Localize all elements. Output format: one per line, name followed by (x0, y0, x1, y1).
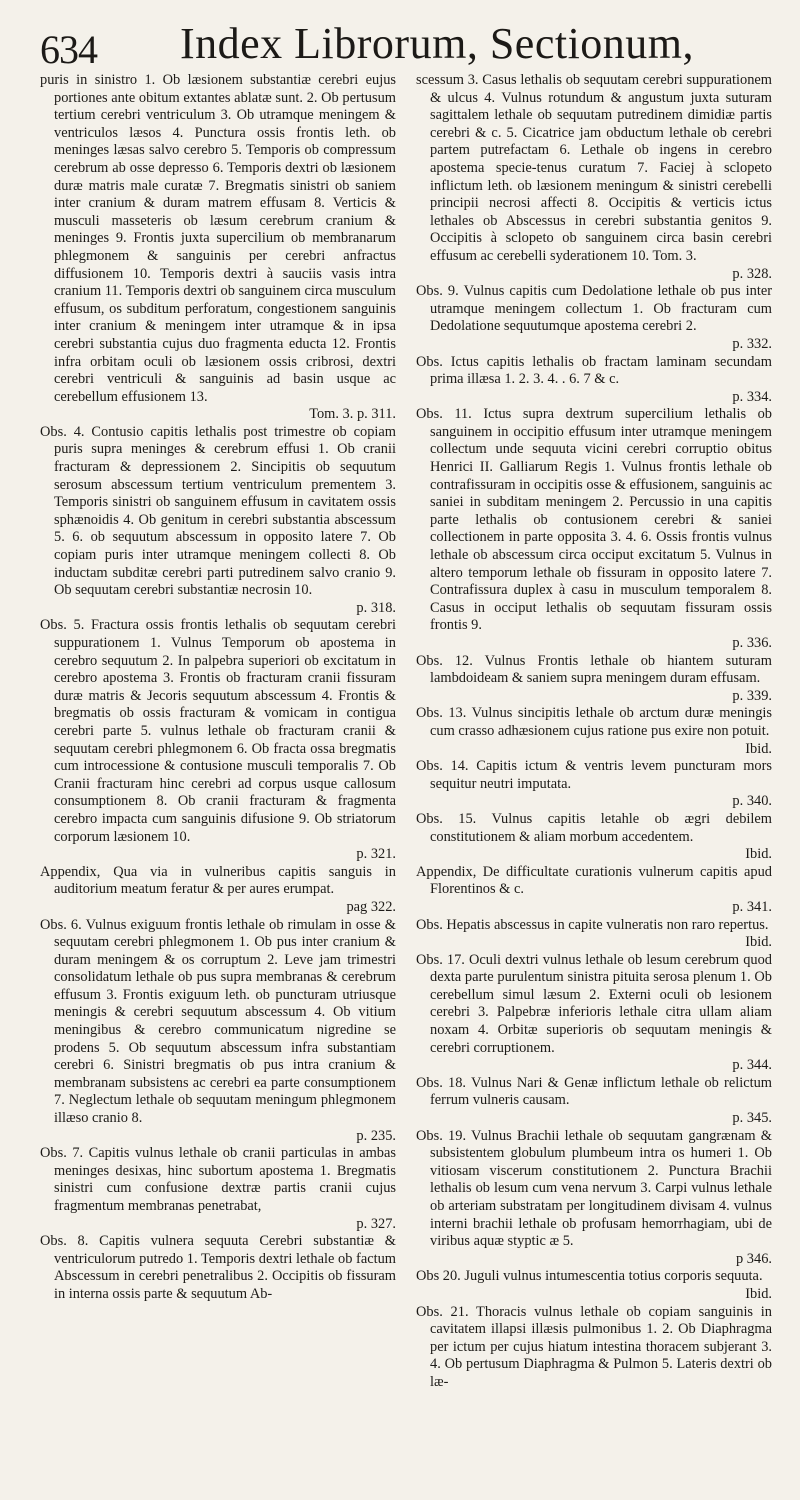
entry-text: Obs. 6. Vulnus exiguum frontis lethale ob rimulam in osse & sequutam cerebri phlegmonem 1. Ob pus inter cranium & duram meningem & os corruptum 2. Leve jam trimestri consolidatum lethale ob pus supra membranas & cerebrum effusum 3. Frontis exiguum leth. ob puncturam utriusque meningis & cerebri sequutum abscessum 4. Ob vitium meningibus & cerebro communicatum nigredine se prodens 5. Ob sequutum abscessum infra substantiam cerebri 6. Sinistri bregmatis ob pus intra cranium & membranam subsistens ac cerebri ea parte consumptionem 7. Neglectum lethale ob sequutam meningum phlegmonem illæso cranio 8. (40, 916, 396, 1127)
entry-page-reference: p. 345. (732, 1110, 772, 1127)
index-entry (416, 758, 772, 811)
entry-page-reference: p. 327. (356, 1215, 396, 1232)
entry-page-reference: Tom. 3. p. 311. (309, 406, 396, 423)
index-entry (416, 283, 772, 353)
entry-text: Obs 20. Juguli vulnus intumescentia totius corporis sequuta. (416, 1268, 763, 1285)
page-number: 634 (40, 27, 97, 72)
text-columns (40, 72, 772, 1480)
entry-text: Obs. 15. Vulnus capitis letahle ob ægri debilem constitutionem & aliam morbum accedentem. (416, 810, 772, 845)
entry-page-reference: p. 340. (732, 793, 772, 810)
right-column (416, 72, 772, 1480)
entry-page-reference: p. 341. (732, 898, 772, 915)
entry-text: Obs. 14. Capitis ictum & ventris levem puncturam mors sequitur neutri imputata. (416, 758, 772, 792)
index-entry (40, 864, 396, 917)
index-entry (416, 705, 772, 758)
entry-text: Obs. 7. Capitis vulnus lethale ob cranii particulas in ambas meninges desixas, hinc subortum apostema 1. Bregmatis sinistri cum confusione dextræ partis cranii cujus fragmentum membranas penetrabat, (40, 1145, 396, 1214)
entry-page-reference: p 346. (736, 1250, 772, 1267)
entry-text: Obs. 12. Vulnus Frontis lethale ob hiantem suturam lambdoideam & saniem supra meningem duram effusam. (416, 652, 772, 687)
index-entry (416, 354, 772, 407)
index-entry (40, 617, 396, 863)
index-entry (416, 1075, 772, 1128)
entry-text: Obs. 4. Contusio capitis lethalis post trimestre ob copiam puris supra meninges & cerebrum effusi 1. Ob cranii fracturam & depressionem 2. Sincipitis ob sequutum serosum abscessum tertium ventriculum prementem 3. Temporis sinistri ob sanguinem effusum in cavitatem ossis sphænoidis 4. Ob genitum in cerebri substantia abscessum 5. 6. ob sequutum abscessum in opposito latere 7. Ob copiam puris inter utramque meningem collecti 8. Ob inductam subditæ cerebri parti putredinem salvo cranio 9. Ob sequutam cerebri substantiæ necrosin 10. (40, 423, 396, 599)
entry-text: scessum 3. Casus lethalis ob sequutam cerebri suppurationem & ulcus 4. Vulnus rotundum & angustum juxta suturam sagittalem lethale ob sequutam putredinem dimidiæ partis cerebri & c. 5. Cicatrice jam obductum lethale ob cerebri partem putrefactam 6. Lethale ob ingens in cerebro apostema specie-tenus curatum 7. Faciej à sclopeto inflictum leth. ob læsionem meningum & sinistri cerebelli principii necrosi affecti 8. Occipitis & verticis ictus lethales ob Abscessus in cerebri substantia genitos 9. Occipitis à sclopeto ob sanguinem circa basin cerebri effusum ac cerebelli syderationem 10. Tom. 3. (416, 72, 772, 264)
entry-text: Obs. 5. Fractura ossis frontis lethalis ob sequutam cerebri suppurationem 1. Vulnus Temporum ob apostema in cerebro sequutum 2. In palpebra superiori ob excitatum in cerebro apostema 3. Frontis ob fracturam cranii fissuram duræ matris & Jecoris sequutum abscessum 4. Frontis & bregmatis ob ossis fracturam & vomicam in contigua cerebri parte 5. vulnus lethale ob fracturam cranii & sequutam cerebri phlegmonem 6. Ob fracta ossa bregmatis cum introcessione & contusione musculi temporalis 7. Ob Cranii fracturam hinc cerebri ad corpus usque callosum consumptionem 8. Ob cranii fracturam & fragmenta cerebro impacta cum sanguinis difusione 9. Ob striatorum corporum læsionem 10. (40, 617, 396, 845)
index-entry (416, 952, 772, 1075)
entry-page-reference: p. 321. (356, 846, 396, 863)
entry-text: Obs. 13. Vulnus sincipitis lethale ob arctum duræ meningis cum crasso adhæsionem cujus ratione pus exire non potuit. (416, 705, 772, 739)
entry-page-reference: Ibid. (745, 934, 772, 951)
entry-text: Appendix, De difficultate curationis vulnerum capitis apud Florentinos & c. (416, 863, 772, 898)
index-entry (416, 1128, 772, 1269)
entry-page-reference: p. 318. (356, 599, 396, 616)
page-header (40, 18, 770, 74)
entry-text: Obs. 18. Vulnus Nari & Genæ inflictum lethale ob relictum ferrum vulneris causam. (416, 1074, 772, 1109)
left-column (40, 72, 396, 1480)
entry-page-reference: p. 336. (732, 635, 772, 651)
entry-text: Obs. 17. Oculi dextri vulnus lethale ob lesum cerebrum quod dexta parte purulentum sinistra pituita serosa plenum 1. Ob cerebellum simul læsum 2. Externi oculi ob lesionem cerebri 3. Palpebræ inferioris lethale citra ullam aliam noxam 4. Orbitæ superioris ob sequutam meningis & cerebri corruptionem. (416, 951, 772, 1056)
entry-page-reference: p. 332. (732, 335, 772, 352)
running-head: Index Librorum, Sectionum, (180, 19, 695, 68)
entry-text: Obs. 11. Ictus supra dextrum supercilium lethalis ob sanguinem in occipitio effusum inter utramque meningem collectum unde sequuta vicini cerebri corruptio obitus Henrici II. Galliarum Regis 1. Vulnus frontis lethale ob contrafissuram in occipitis osse & effusionem, sanguinis ac saniei in subditam meningem 2. Percussio in una capitis parte lethalis ob contusionem cerebri & saniei collectionem in parte opposita 3. 4. 6. Ossis frontis vulnus lethale ob abscessum circa occiput excitatum 5. Vulnus in altero temporum lethale ob fissuram in opposito latere 7. Contrafissura duplex à casu in musculum temporalem 8. Casus in occiput lethalis ob sequutam fissuram ossis frontis 9. (416, 406, 772, 634)
index-entry (416, 72, 772, 283)
entry-text: Obs. 19. Vulnus Brachii lethale ob sequutam gangrænam & subsistentem globulum plumbeum intra os humeri 1. Ob vitiosam viscerum constitutionem 2. Punctura Brachii lethalis ob lesum cum vena nervum 3. Carpi vulnus lethale ob arteriam substratam per longitudinem divisam 4. vulnus interni brachii lethale ob profusam hemorrhagiam, ubi de viribus aquæ styptic æ 5. (416, 1127, 772, 1250)
index-entry (40, 72, 396, 424)
index-entry (416, 406, 772, 652)
entry-text: Obs. 9. Vulnus capitis cum Dedolatione lethale ob pus inter utramque meningem collectum 1. Ob fracturam cum Dedolatione sequutumque apostema cerebri 2. (416, 283, 772, 335)
index-entry (40, 1233, 396, 1303)
entry-page-reference: Ibid. (745, 846, 772, 863)
entry-page-reference: p. 334. (732, 388, 772, 405)
entry-text: Obs. 21. Thoracis vulnus lethale ob copiam sanguinis in cavitatem illapsi illæsis pulmonibus 1. 2. Ob Diaphragma per ictum per cujus hiatum intestina thoracem subjerant 3. 4. Ob pertusum Diaphragma & Pulmon 5. Lateris dextri ob læ- (416, 1303, 772, 1390)
index-entry (416, 864, 772, 917)
entry-page-reference: p. 344. (732, 1057, 772, 1074)
entry-page-reference: p. 235. (356, 1127, 396, 1144)
entry-text: Appendix, Qua via in vulneribus capitis sanguis in auditorium meatum feratur & per aures erumpat. (40, 863, 396, 898)
entry-page-reference: p. 328. (732, 265, 772, 282)
index-entry (416, 1304, 772, 1392)
entry-page-reference: pag 322. (346, 898, 396, 915)
entry-text: Obs. Ictus capitis lethalis ob fractam laminam secundam prima illæsa 1. 2. 3. 4. . 6. 7 & c. (416, 353, 772, 388)
entry-text: Obs. 8. Capitis vulnera sequuta Cerebri substantiæ & ventriculorum putredo 1. Temporis dextri lethale ob factum Abscessum in cerebri penetralibus 2. Occipitis ob fissuram in interna ossis parte & sequutum Ab- (40, 1233, 396, 1302)
index-entry (416, 917, 772, 952)
index-entry (416, 653, 772, 706)
entry-page-reference: Ibid. (745, 1285, 772, 1302)
entry-page-reference: p. 339. (732, 687, 772, 704)
index-entry (416, 1268, 772, 1303)
index-entry (40, 1145, 396, 1233)
index-entry (40, 424, 396, 618)
entry-page-reference: Ibid. (745, 740, 772, 757)
entry-text: Obs. Hepatis abscessus in capite vulneratis non raro repertus. (416, 916, 769, 933)
index-entry (40, 917, 396, 1146)
index-entry (416, 811, 772, 864)
entry-text: puris in sinistro 1. Ob læsionem substantiæ cerebri eujus portiones ante obitum extantes ablatæ sunt. 2. Ob pertusum tertium cerebri ventriculum 3. Ob utramque meningem & ventriculos læsos 4. Punctura ossis frontis leth. ob meninges læsas salvo cerebro 5. Temporis ob compressum cerebrum ab osse depresso 6. Temporis dextri ob læsionem duræ matris male curatæ 7. Bregmatis sinistri ob saniem inter cranium & duram matrem effusam 8. Verticis & musculi masseteris ob læsum cerebrum cranium & meninges 9. Frontis juxta supercilium ob membranarum phlegmonem & sanguinis per cerebri anfractus diffusionem 10. Temporis dextri à sauciis vasis intra cranium 11. Temporis dextri ob sanguinem circa musculum effusum, os subditum perforatum, congestionem sanguinis inter cranium & meningem inter utramque & in ipsa cerebri substantia cujus duo fragmenta educta 12. Frontis infra orbitam oculi ob læsionem ossis cribrosi, dextri cerebri ventriculi & sanguinis ad basin usque ac cerebellum effusionem 13. (40, 72, 396, 405)
